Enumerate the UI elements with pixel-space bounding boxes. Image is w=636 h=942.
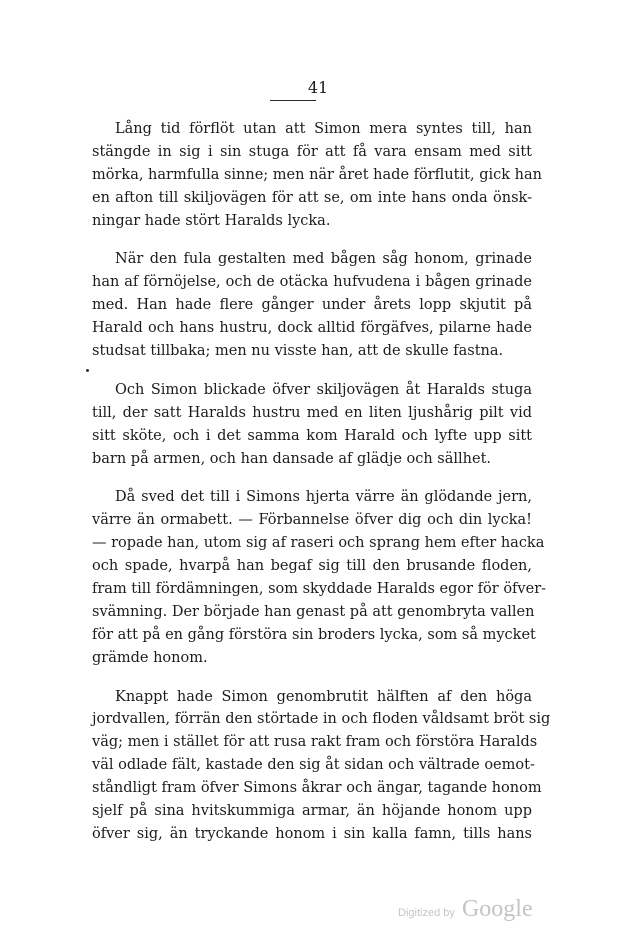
watermark-prefix: Digitized by bbox=[398, 907, 455, 919]
text-line: sjelf på sina hvitskummiga armar, än höjande honom upp bbox=[92, 803, 532, 820]
text-line: Harald och hans hustru, dock alltid förgäfves, pilarne hade bbox=[92, 320, 532, 337]
text-line: väg; men i stället för att rusa rakt fram och förstöra Haralds bbox=[92, 734, 538, 751]
body-text bbox=[92, 118, 551, 862]
text-line: med. Han hade flere gånger under årets lopp skjutit på bbox=[92, 297, 532, 314]
text-line: grämde honom. bbox=[92, 649, 208, 666]
text-line: sitt sköte, och i det samma kom Harald och lyfte upp sitt bbox=[92, 427, 532, 444]
text-line: ståndligt fram öfver Simons åkrar och ängar, tagande honom bbox=[92, 780, 542, 797]
paragraph-5 bbox=[92, 686, 551, 846]
text-line: öfver sig, än tryckande honom i sin kalla famn, tills hans bbox=[92, 825, 532, 842]
text-line: Knappt hade Simon genombrutit hälften af den höga bbox=[115, 688, 532, 705]
text-line: Och Simon blickade öfver skiljovägen åt Haralds stuga bbox=[115, 381, 532, 398]
text-line: en afton till skiljovägen för att se, om inte hans onda önsk- bbox=[92, 189, 532, 206]
text-line: han af förnöjelse, och de otäcka hufvudena i bågen grinade bbox=[92, 274, 532, 291]
google-logo: Google bbox=[461, 896, 533, 922]
text-line: för att på en gång förstöra sin broders lycka, som så mycket bbox=[92, 626, 536, 643]
text-line: studsat tillbaka; men nu visste han, att de skulle fastna. bbox=[92, 343, 504, 360]
paragraph-1 bbox=[92, 118, 542, 232]
digitized-by-google-watermark bbox=[398, 896, 533, 923]
page-number: 41 bbox=[307, 78, 329, 97]
paragraph-4 bbox=[92, 486, 547, 669]
stray-ink-dot bbox=[86, 369, 89, 372]
text-line: svämning. Der började han genast på att genombryta vallen bbox=[92, 603, 535, 620]
text-line: och spade, hvarpå han begaf sig till den brusande floden, bbox=[92, 558, 532, 575]
paragraph-2 bbox=[92, 248, 532, 362]
text-line: fram till fördämningen, som skyddade Haralds egor för öfver- bbox=[92, 581, 547, 598]
text-line: stängde in sig i sin stuga för att få vara ensam med sitt bbox=[92, 143, 532, 160]
paragraph-3 bbox=[92, 379, 532, 471]
text-line: jordvallen, förrän den störtade in och floden våldsamt bröt sig bbox=[92, 711, 551, 728]
text-line: Då sved det till i Simons hjerta värre än glödande jern, bbox=[115, 489, 532, 506]
text-line: ningar hade stört Haralds lycka. bbox=[92, 212, 331, 229]
text-line: väl odlade fält, kastade den sig åt sidan och vältrade oemot- bbox=[92, 757, 535, 774]
text-line: — ropade han, utom sig af raseri och sprang hem efter hacka bbox=[92, 535, 545, 552]
text-line: till, der satt Haralds hustru med en liten ljushårig pilt vid bbox=[92, 404, 532, 421]
text-line: barn på armen, och han dansade af glädje och sällhet. bbox=[92, 450, 492, 467]
text-line: mörka, harmfulla sinne; men när året hade förflutit, gick han bbox=[92, 166, 542, 183]
page-number-rule bbox=[270, 100, 316, 101]
text-line: värre än ormabett. — Förbannelse öfver dig och din lycka! bbox=[92, 512, 532, 529]
text-line: Lång tid förflöt utan att Simon mera syntes till, han bbox=[115, 121, 532, 137]
text-line: När den fula gestalten med bågen såg honom, grinade bbox=[115, 251, 532, 268]
